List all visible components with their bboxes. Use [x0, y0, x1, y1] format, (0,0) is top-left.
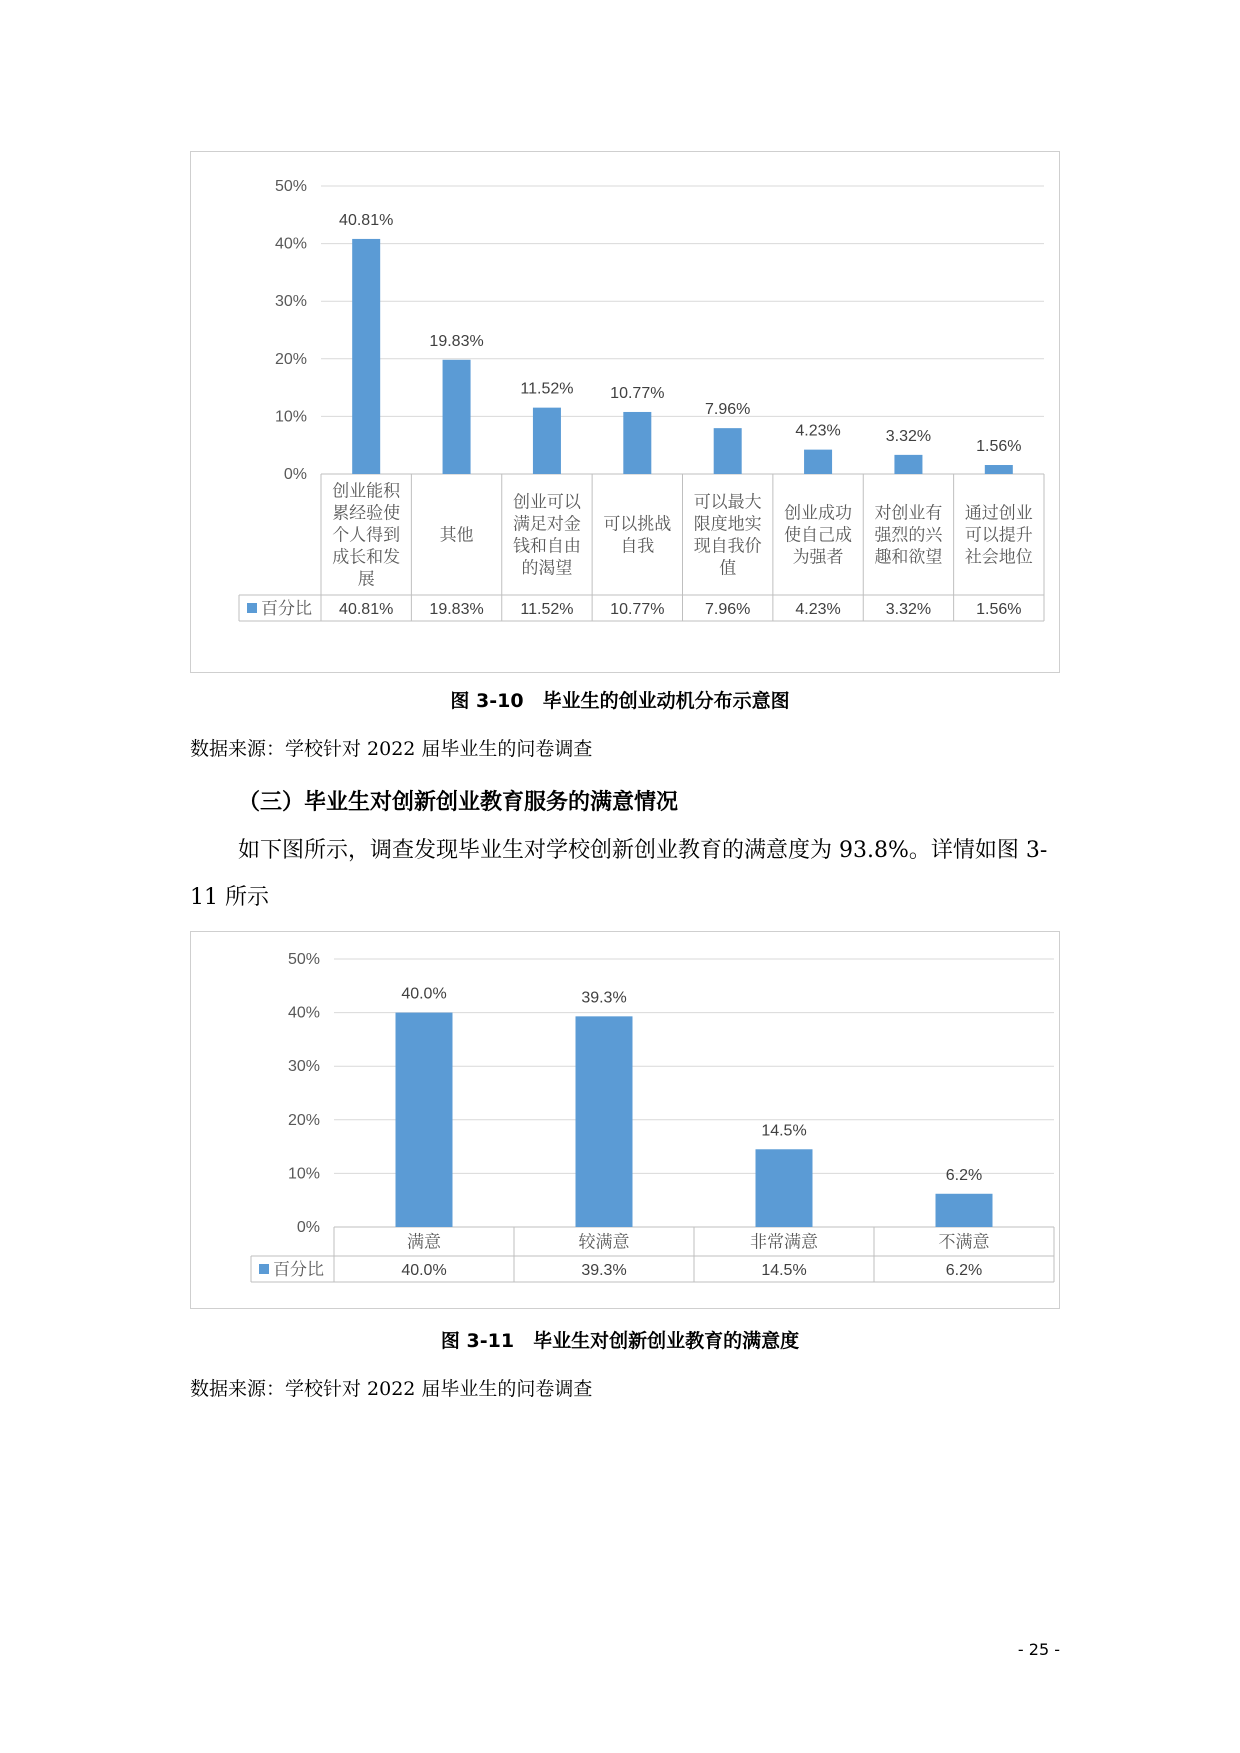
chart1-y-tick-label: 0%: [283, 466, 307, 483]
chart1-table-value: 11.52%: [520, 601, 574, 618]
chart1-category-label: 可以挑战自我: [603, 514, 672, 557]
chart1-table-value: 3.32%: [885, 601, 932, 618]
chart1-bar: [985, 465, 1013, 474]
chart1-data-label: 3.32%: [885, 427, 932, 445]
data-source-note-1: 数据来源：学校针对 2022 届毕业生的问卷调查: [190, 738, 593, 760]
chart1-bar: [894, 455, 922, 474]
chart1-bar: [352, 239, 380, 474]
chart1-table-value: 10.77%: [610, 601, 665, 618]
chart1-legend-swatch: [247, 603, 257, 613]
chart1-category-label: 通过创业可以提升社会地位: [964, 503, 1033, 568]
chart1-category-label: 创业可以满足对金钱和自由的渴望: [512, 492, 581, 579]
chart2-y-tick-label: 40%: [287, 1004, 320, 1022]
chart1-bar: [443, 360, 471, 474]
chart1-table-value: 40.81%: [339, 601, 394, 618]
chart2-table-value: 40.0%: [401, 1262, 447, 1279]
chart1-data-label: 19.83%: [429, 332, 484, 350]
chart1-table-value: 7.96%: [705, 601, 751, 618]
section-heading: （三）毕业生对创新创业教育服务的满意情况: [238, 790, 679, 815]
chart2-category-label: 非常满意: [750, 1232, 818, 1253]
chart1-bar: [623, 412, 651, 474]
chart2-category-label: 较满意: [578, 1232, 630, 1253]
chart2-y-tick-label: 50%: [287, 951, 320, 968]
chart2-category-label: 满意: [407, 1232, 441, 1253]
chart2-table-value: 6.2%: [945, 1262, 983, 1279]
chart1-data-label: 7.96%: [705, 401, 751, 419]
figure-caption-3-11: 图 3-11 毕业生对创新创业教育的满意度: [440, 1330, 800, 1352]
chart-creation-motivation: [190, 151, 1060, 673]
chart2-table-value: 39.3%: [581, 1262, 627, 1279]
chart1-data-label: 4.23%: [795, 422, 841, 440]
chart2-data-label: 39.3%: [581, 989, 627, 1007]
chart2-y-tick-label: 0%: [296, 1219, 320, 1236]
chart1-category-label: 创业成功使自己成为强者: [784, 503, 853, 568]
page-number: - 25 -: [1017, 1640, 1060, 1659]
chart2-table-value: 14.5%: [761, 1262, 807, 1279]
chart1-y-tick-label: 40%: [274, 235, 307, 253]
chart2-y-tick-label: 30%: [287, 1058, 320, 1076]
chart1-category-label: 其他: [439, 525, 474, 546]
chart1-table-value: 1.56%: [976, 601, 1022, 618]
chart1-legend-label: 百分比: [261, 599, 312, 619]
chart-satisfaction: [190, 931, 1060, 1309]
chart1-bar: [804, 450, 832, 474]
chart1-y-tick-label: 30%: [274, 293, 307, 311]
chart2-bar: [756, 1149, 813, 1227]
chart1-data-label: 10.77%: [610, 384, 665, 402]
figure-caption-3-10: 图 3-10 毕业生的创业动机分布示意图: [450, 690, 790, 712]
chart1-data-label: 1.56%: [976, 438, 1022, 456]
chart2-bar: [936, 1194, 993, 1227]
body-paragraph: 如下图所示，调查发现毕业生对学校创新创业教育的满意度为 93.8%。详情如图 3-11 所示: [190, 838, 1048, 910]
chart1-bar: [714, 428, 742, 474]
chart2-data-label: 6.2%: [945, 1166, 983, 1184]
chart-1-svg: [191, 152, 1061, 672]
chart1-category-label: 可以最大限度地实现自我价值: [693, 492, 762, 579]
chart1-data-label: 11.52%: [520, 380, 574, 398]
chart1-category-label: 创业能积累经验使个人得到成长和发展: [332, 481, 401, 590]
chart2-legend-label: 百分比: [273, 1260, 324, 1280]
chart2-legend-swatch: [259, 1264, 269, 1274]
chart1-y-tick-label: 10%: [274, 408, 307, 426]
chart1-bar: [533, 408, 561, 474]
chart2-bar: [396, 1013, 453, 1227]
chart2-data-label: 40.0%: [401, 985, 447, 1003]
data-source-note-2: 数据来源：学校针对 2022 届毕业生的问卷调查: [190, 1378, 593, 1400]
chart2-y-tick-label: 10%: [287, 1165, 320, 1183]
chart1-y-tick-label: 50%: [274, 178, 307, 195]
chart2-category-label: 不满意: [938, 1232, 990, 1253]
chart2-bar: [576, 1016, 633, 1227]
chart1-table-value: 4.23%: [795, 601, 841, 618]
chart-2-svg: [191, 932, 1061, 1308]
chart1-category-label: 对创业有强烈的兴趣和欲望: [874, 503, 943, 568]
chart2-data-label: 14.5%: [761, 1122, 807, 1140]
chart1-table-value: 19.83%: [429, 601, 484, 618]
chart1-y-tick-label: 20%: [274, 350, 307, 368]
chart1-data-label: 40.81%: [339, 211, 394, 229]
chart2-y-tick-label: 20%: [287, 1111, 320, 1129]
